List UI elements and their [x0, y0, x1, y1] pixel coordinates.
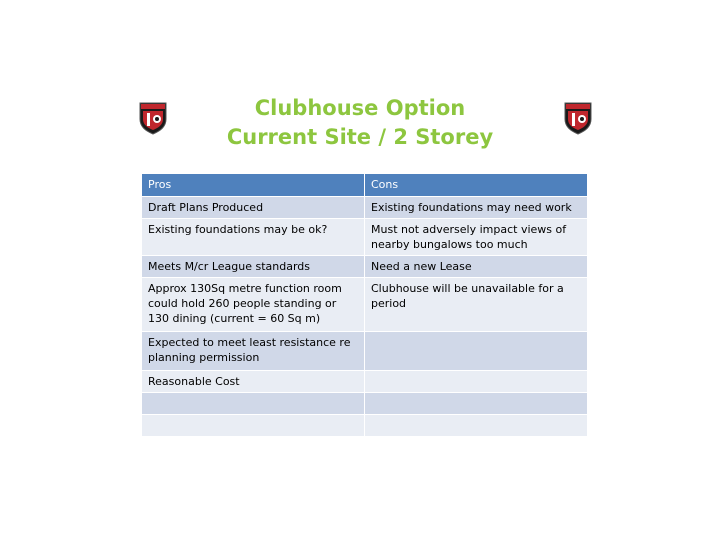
con-cell: Clubhouse will be unavailable for a period [365, 278, 588, 332]
con-cell: Need a new Lease [365, 256, 588, 278]
table-row [142, 256, 588, 278]
club-crest-icon [138, 101, 168, 135]
pros-cons-table [141, 173, 588, 437]
header-pros: Pros [142, 174, 365, 197]
table-row [142, 278, 588, 332]
pro-cell [142, 393, 365, 415]
con-cell: Existing foundations may need work [365, 197, 588, 219]
pro-cell: Meets M/cr League standards [142, 256, 365, 278]
con-cell: Must not adversely impact views of nearby bungalows too much [365, 219, 588, 256]
pro-cell [142, 415, 365, 437]
pro-cell: Reasonable Cost [142, 371, 365, 393]
pro-cell: Existing foundations may be ok? [142, 219, 365, 256]
table-row [142, 332, 588, 371]
pro-cell: Draft Plans Produced [142, 197, 365, 219]
con-cell [365, 393, 588, 415]
table-row [142, 393, 588, 415]
table-row [142, 219, 588, 256]
title-line-2: Current Site / 2 Storey [226, 125, 494, 149]
pro-cell: Expected to meet least resistance re planning permission [142, 332, 365, 371]
table-row [142, 415, 588, 437]
table-header-row [142, 174, 588, 197]
con-cell [365, 332, 588, 371]
header-cons: Cons [365, 174, 588, 197]
title-line-1: Clubhouse Option [254, 96, 466, 120]
con-cell [365, 415, 588, 437]
table-row [142, 371, 588, 393]
club-crest-icon [563, 101, 593, 135]
con-cell [365, 371, 588, 393]
pro-cell: Approx 130Sq metre function room could hold 260 people standing or 130 dining (current = 60 Sq m) [142, 278, 365, 332]
table-row [142, 197, 588, 219]
slide-title [180, 94, 540, 152]
